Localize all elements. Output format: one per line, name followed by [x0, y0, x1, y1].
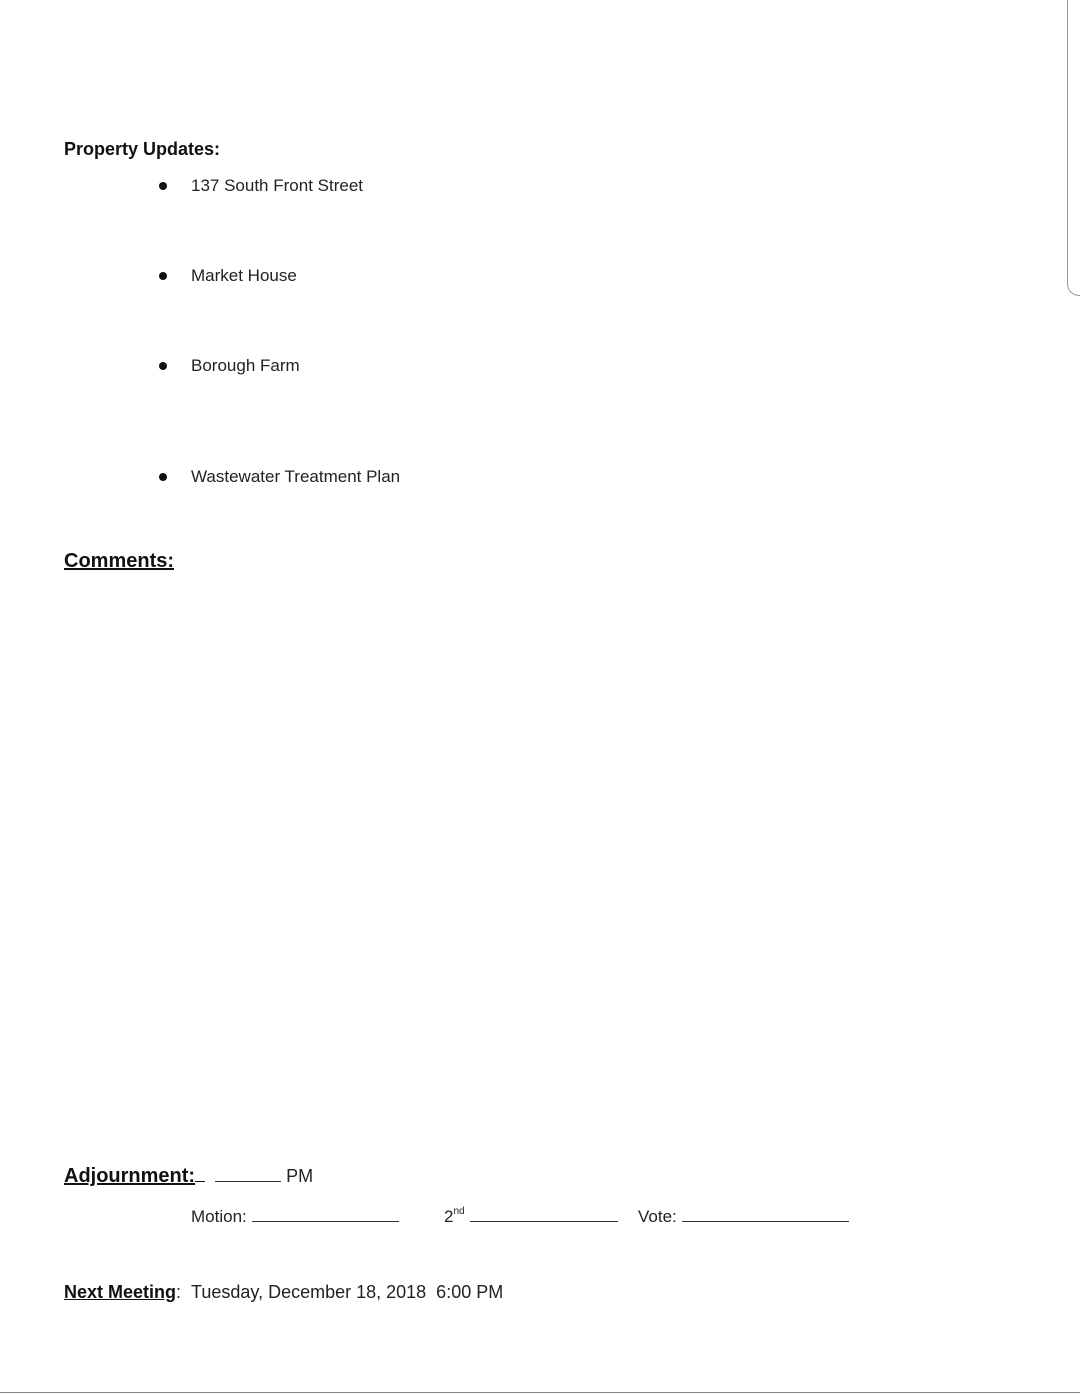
property-updates-heading: Property Updates:: [64, 139, 221, 159]
adjournment-time-blank: [215, 1167, 281, 1182]
list-item-label: 137 South Front Street: [191, 176, 363, 195]
vote-label: Vote:: [638, 1207, 677, 1226]
vote-line: [638, 1207, 849, 1227]
bullet-icon: [159, 473, 167, 481]
next-meeting-value: Tuesday, December 18, 2018 6:00 PM: [191, 1282, 504, 1302]
next-meeting-line: [64, 1282, 503, 1303]
list-item-label: Borough Farm: [191, 356, 300, 375]
adjournment-time-suffix: PM: [286, 1166, 314, 1186]
list-item-label: Market House: [191, 266, 297, 285]
vote-blank: [682, 1207, 849, 1222]
list-item: [159, 266, 297, 286]
next-meeting-separator: :: [176, 1282, 182, 1302]
comments-heading: Comments:: [64, 550, 175, 572]
adjournment-heading-underline: [195, 1167, 205, 1182]
second-label-sup: nd: [453, 1206, 465, 1217]
second-label: [444, 1207, 465, 1226]
list-item: [159, 356, 300, 376]
list-item-label: Wastewater Treatment Plan: [191, 467, 401, 486]
second-label-base: 2: [444, 1207, 454, 1226]
bullet-icon: [159, 272, 167, 280]
next-meeting-label: Next Meeting: [64, 1282, 177, 1302]
adjournment-line: [64, 1165, 313, 1188]
bullet-icon: [159, 362, 167, 370]
motion-line: [191, 1207, 399, 1227]
motion-blank: [252, 1207, 399, 1222]
page-bottom-border: [0, 1392, 1080, 1393]
second-line: [444, 1207, 618, 1227]
list-item: [159, 176, 363, 196]
page-corner-edge: [1067, 0, 1080, 296]
motion-label: Motion:: [191, 1207, 247, 1226]
list-item: [159, 467, 400, 487]
bullet-icon: [159, 182, 167, 190]
second-blank: [470, 1207, 618, 1222]
adjournment-heading: Adjournment:: [64, 1165, 196, 1187]
